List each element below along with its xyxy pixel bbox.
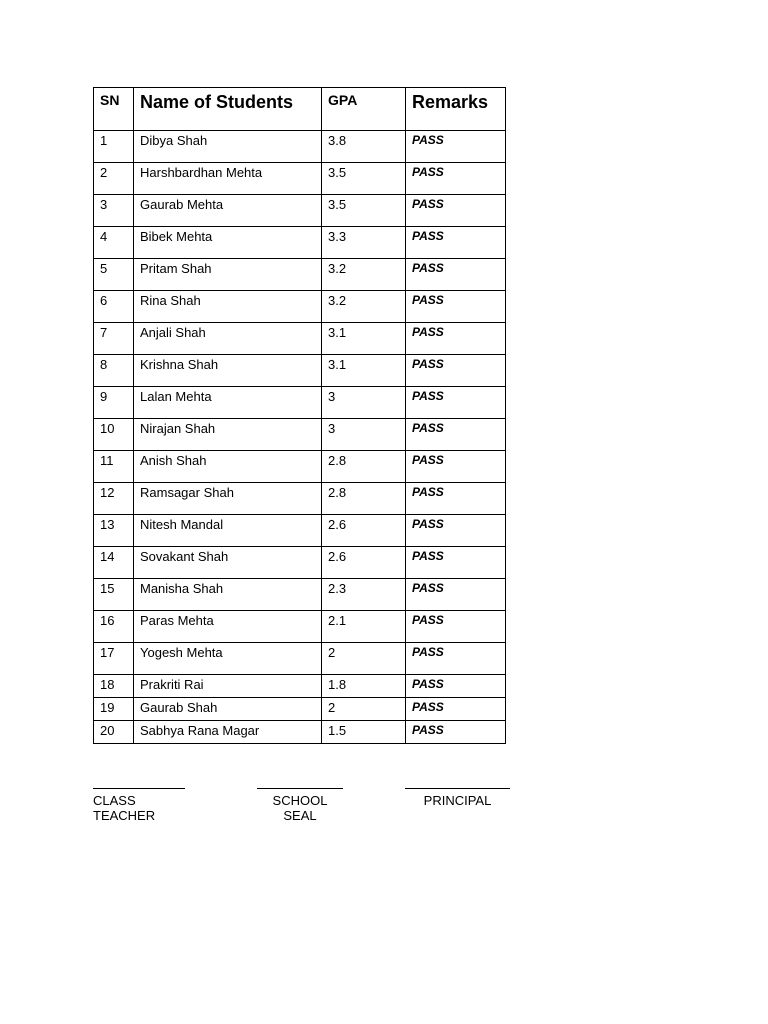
principal-label: PRINCIPAL [423,793,492,808]
header-name: Name of Students [134,88,322,131]
cell-remark: PASS [406,611,506,643]
signature-line [405,788,510,789]
cell-remark: PASS [406,419,506,451]
table-row [94,227,506,259]
table-row [94,698,506,721]
header-gpa: GPA [322,88,406,131]
cell-remark: PASS [406,547,506,579]
cell-sn: 13 [94,515,134,547]
cell-name: Anish Shah [134,451,322,483]
cell-sn: 14 [94,547,134,579]
cell-remark: PASS [406,387,506,419]
cell-sn: 10 [94,419,134,451]
cell-gpa: 3 [322,387,406,419]
cell-gpa: 2 [322,698,406,721]
cell-gpa: 3 [322,419,406,451]
table-row [94,419,506,451]
cell-sn: 3 [94,195,134,227]
cell-gpa: 3.3 [322,227,406,259]
cell-sn: 2 [94,163,134,195]
table-row [94,579,506,611]
cell-gpa: 3.1 [322,355,406,387]
header-remarks: Remarks [406,88,506,131]
cell-gpa: 3.2 [322,259,406,291]
cell-gpa: 3.2 [322,291,406,323]
cell-remark: PASS [406,131,506,163]
cell-gpa: 3.8 [322,131,406,163]
cell-sn: 18 [94,675,134,698]
cell-remark: PASS [406,451,506,483]
table-row [94,131,506,163]
table-row [94,451,506,483]
class-teacher-signature [93,788,185,823]
cell-sn: 9 [94,387,134,419]
signature-line [93,788,185,789]
cell-sn: 20 [94,721,134,744]
cell-name: Gaurab Shah [134,698,322,721]
cell-name: Krishna Shah [134,355,322,387]
table-row [94,259,506,291]
cell-name: Rina Shah [134,291,322,323]
cell-name: Nirajan Shah [134,419,322,451]
cell-name: Ramsagar Shah [134,483,322,515]
cell-gpa: 2.8 [322,483,406,515]
table-row [94,195,506,227]
table-row [94,355,506,387]
results-table [93,87,506,744]
cell-remark: PASS [406,355,506,387]
cell-name: Harshbardhan Mehta [134,163,322,195]
cell-remark: PASS [406,163,506,195]
school-seal-signature [257,788,343,823]
table-row [94,387,506,419]
cell-sn: 12 [94,483,134,515]
cell-sn: 19 [94,698,134,721]
table-row [94,291,506,323]
cell-remark: PASS [406,643,506,675]
cell-remark: PASS [406,291,506,323]
class-teacher-label: CLASS TEACHER [93,793,156,823]
cell-name: Lalan Mehta [134,387,322,419]
cell-name: Gaurab Mehta [134,195,322,227]
cell-gpa: 3.1 [322,323,406,355]
cell-remark: PASS [406,483,506,515]
cell-sn: 11 [94,451,134,483]
table-row [94,323,506,355]
cell-sn: 5 [94,259,134,291]
cell-gpa: 2.1 [322,611,406,643]
cell-name: Yogesh Mehta [134,643,322,675]
cell-name: Prakriti Rai [134,675,322,698]
cell-remark: PASS [406,227,506,259]
cell-gpa: 3.5 [322,163,406,195]
cell-sn: 4 [94,227,134,259]
table-row [94,643,506,675]
cell-remark: PASS [406,721,506,744]
cell-gpa: 1.8 [322,675,406,698]
cell-remark: PASS [406,323,506,355]
table-row [94,721,506,744]
header-sn: SN [94,88,134,131]
table-row [94,675,506,698]
cell-remark: PASS [406,195,506,227]
cell-gpa: 2.8 [322,451,406,483]
cell-sn: 1 [94,131,134,163]
table-row [94,515,506,547]
cell-gpa: 2 [322,643,406,675]
table-row [94,611,506,643]
cell-gpa: 1.5 [322,721,406,744]
cell-gpa: 2.6 [322,515,406,547]
table-body [94,131,506,744]
cell-name: Bibek Mehta [134,227,322,259]
cell-sn: 6 [94,291,134,323]
cell-remark: PASS [406,675,506,698]
cell-name: Nitesh Mandal [134,515,322,547]
school-seal-label: SCHOOL SEAL [272,793,328,823]
cell-sn: 8 [94,355,134,387]
table-row [94,483,506,515]
cell-name: Sabhya Rana Magar [134,721,322,744]
cell-sn: 16 [94,611,134,643]
cell-name: Paras Mehta [134,611,322,643]
cell-name: Anjali Shah [134,323,322,355]
principal-signature [405,788,510,808]
cell-name: Manisha Shah [134,579,322,611]
cell-sn: 7 [94,323,134,355]
cell-remark: PASS [406,515,506,547]
cell-gpa: 3.5 [322,195,406,227]
cell-name: Dibya Shah [134,131,322,163]
table-row [94,547,506,579]
cell-remark: PASS [406,698,506,721]
table-header-row [94,88,506,131]
cell-remark: PASS [406,579,506,611]
cell-gpa: 2.3 [322,579,406,611]
table-row [94,163,506,195]
cell-gpa: 2.6 [322,547,406,579]
signature-line [257,788,343,789]
cell-remark: PASS [406,259,506,291]
cell-sn: 15 [94,579,134,611]
cell-name: Pritam Shah [134,259,322,291]
cell-sn: 17 [94,643,134,675]
cell-name: Sovakant Shah [134,547,322,579]
